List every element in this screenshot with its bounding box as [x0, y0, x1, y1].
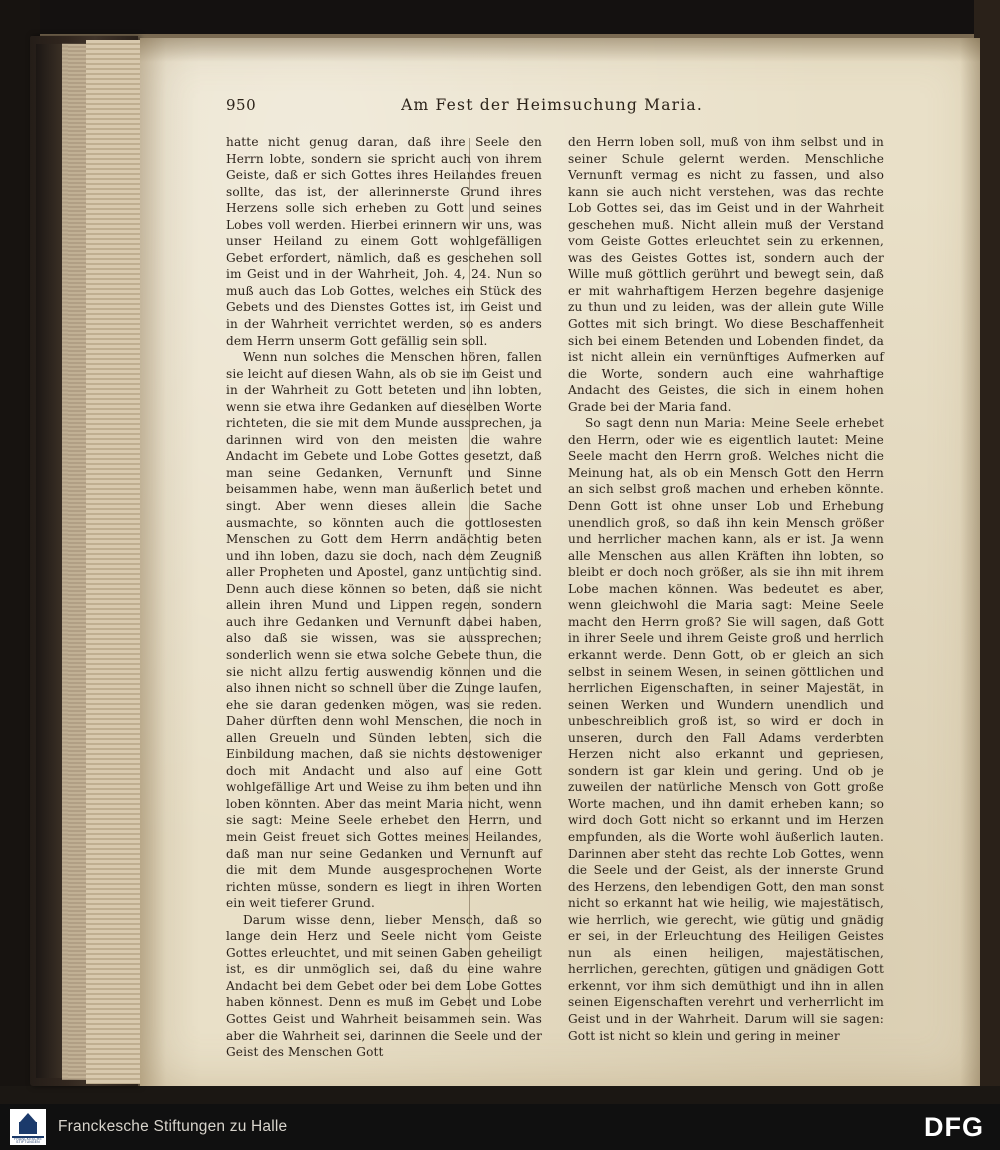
- book-spine: [36, 44, 62, 1078]
- viewer-footer-bar: [0, 1104, 1000, 1150]
- paragraph: Darum wisse denn, lieber Mensch, daß so lange dein Herz und Seele nicht vom Geiste Gottes erleuchtet, und mit seinen Gaben geheiligt ist, es dir unmöglich sei, daß du eine wahre Andacht bei dem Gebet oder bei dem Lobe Gottes haben könnest. Denn es muß im Gebet und Lobe Gottes Geist und Wahrheit beisammen sein. Was aber die Wahrheit sei, darinnen die Seele und der Geist des Menschen Gott: [226, 912, 542, 1060]
- dfg-logo: DFG: [924, 1111, 984, 1142]
- page-number: 950: [226, 96, 257, 114]
- paragraph: hatte nicht genug daran, daß ihre Seele den Herrn lobte, sondern sie spricht auch von ihrem Geiste, daß er sich Gottes ihres Heilandes freuen sollte, das ist, der allerinnerste Grund ihres Herzens solle sich erheben zu Gott und seines Lobes voll werden. Hierbei erinnern wir uns, was unser Heiland zu einem Gott wohlgefälligen Gebet erfordert, nämlich, daß es geschehen soll im Geist und in der Wahrheit, Joh. 4, 24. Nun so muß auch das Lob Gottes, welches ein Stück des Gebets und des Dienstes Gottes ist, im Geist und in der Wahrheit verrichtet werden, so es anders dem Herrn unserm Gott gefällig sein soll.: [226, 135, 542, 348]
- page-shadow-top: [140, 38, 980, 62]
- running-title: Am Fest der Heimsuchung Maria.: [401, 96, 703, 114]
- logo-caption: FRANCKESCHE STIFTUNGEN: [14, 1136, 42, 1145]
- franckesche-stiftungen-logo-icon: [10, 1109, 46, 1145]
- page-edges-stack-inner: [86, 40, 146, 1084]
- column-left: [226, 134, 542, 1060]
- column-right: [568, 134, 884, 1043]
- scan-backdrop-bottom: [0, 1086, 1000, 1104]
- text-columns: [226, 134, 898, 1060]
- paragraph: Wenn nun solches die Menschen hören, fallen sie leicht auf diesen Wahn, als ob sie im Geist und in der Wahrheit zu Gott beteten und ihn lobten, wenn sie etwa ihre Gedanken auf dieselben Worte richteten, die sie mit dem Munde aussprechen, ja darinnen wird von den meisten die wahre Andacht im Gebete und Lobe Gottes gesetzt, daß man seine Gedanken, Vernunft und Sinne beisammen habe, wenn man äußerlich betet und singt. Aber wenn dieses allein die Sache ausmachte, so könnten auch die gottlosesten Menschen zu Gott dem Herrn andächtig beten und ihn loben, dazu sie doch, nach dem Zeugniß aller Propheten und Apostel, ganz untüchtig sind. Denn auch diese können so beten, daß sie nicht allein ihren Mund und Lippen regen, sondern auch ihre Gedanken und Vernunft dabei haben, also daß sie wissen, was sie aussprechen; sonderlich wenn sie etwa solche Gebete thun, die sie nicht allzu fertig auswendig können und die also ihnen nicht so schnell über die Zunge laufen, ehe sie daran gedenken mögen, was sie reden. Daher dürften denn wohl Menschen, die noch in allen Greueln und Sünden lebten, sich die Einbildung machen, daß sie nichts destoweniger doch mit Andacht und also auf eine Gott wohlgefällige Art und Weise zu ihm beten und ihn loben könnten. Aber das meint Maria nicht, wenn sie sagt: Meine Seele erhebet den Herrn, und mein Geist freuet sich Gottes meines Heilandes, daß man nur seine Gedanken und Vernunft auf die mit dem Munde ausgesprochenen Worte richten müsse, sondern es liegt in ihren Worten ein weit tieferer Grund.: [226, 350, 542, 911]
- page-shadow-right: [960, 38, 980, 1086]
- scan-backdrop-top: [0, 0, 1000, 34]
- paragraph: den Herrn loben soll, muß von ihm selbst und in seiner Schule gelernt werden. Menschliche Vernunft vermag es nicht zu fassen, und also kann sie auch nicht verstehen, was das rechte Lob Gottes sei, das im Geist und in der Wahrheit geschehen muß. Nicht allein muß der Verstand vom Geiste Gottes erleuchtet sein zu erkennen, was des Geistes Gottes ist, sondern auch der Wille muß göttlich gerührt und bewegt sein, daß er mit wahrhaftigem Herzen begehre dasjenige zu thun und zu leiden, was der allein gute Wille Gottes mit sich bringt. Wo diese Beschaffenheit sich bei einem Betenden und Lobenden findet, da ist nicht allein ein vernünftiges Aufmerken auf die Worte, sondern auch eine wahrhaftige Andacht des Geistes, die sich in einem hohen Grade bei der Maria fand.: [568, 135, 884, 414]
- page-header: [226, 96, 886, 114]
- paragraph: So sagt denn nun Maria: Meine Seele erhebet den Herrn, oder wie es eigentlich lautet: Meine Seele macht den Herrn groß. Welches nicht die Meinung hat, als ob ein Mensch Gott den Herrn an sich selbst groß machen und erheben könnte. Denn Gott ist ohne unser Lob und Erhebung unendlich groß, so daß ihn kein Mensch größer und herrlicher machen kann, als er ist. Ja wenn alle Menschen aus allen Kräften ihn lobten, so bleibt er doch noch größer, als sie ihn mit ihrem Lobe machen können. Was bedeutet es aber, wenn gleichwohl die Maria sagt: Meine Seele macht den Herrn groß? Sie will sagen, daß Gott in ihrer Seele und ihrem Geiste groß und herrlich erkannt werde. Denn Gott, ob er gleich an sich selbst in seinem Wesen, in seinen göttlichen und herrlichen Eigenschaften, in seiner Majestät, in seinen Werken und Wundern unendlich und unbeschreiblich groß ist, so wird er doch in unseren, durch den Fall Adams verderbten Herzen nicht also erkannt und gepriesen, sondern ist gar klein und gering. Und ob je zuweilen der natürliche Mensch von Gott große Worte machen, und ihn damit erheben kann; so wird doch Gott nicht so erkannt und im Herzen empfunden, als die Worte wohl äußerlich lauten. Darinnen aber steht das rechte Lob Gottes, wenn die Seele und der Geist, als der innerste Grund des Herzens, den lebendigen Gott, den man sonst nicht so erkannt hat wie heilig, wie majestätisch, wie herrlich, wie gerecht, wie gütig und gnädig er sei, in der Erleuchtung des Heiligen Geistes nun als einen heiligen, majestätischen, herrlichen, gerechten, gütigen und gnädigen Gott erkennt, vor ihm sich demüthigt und ihn in allen seinen Eigenschaften verehrt und verherrlicht im Geist und in der Wahrheit. Darum will sie sagen: Gott ist nicht so klein und gering in meiner: [568, 416, 884, 1043]
- book-page: [140, 38, 980, 1086]
- institution-label: Franckesche Stiftungen zu Halle: [58, 1118, 288, 1135]
